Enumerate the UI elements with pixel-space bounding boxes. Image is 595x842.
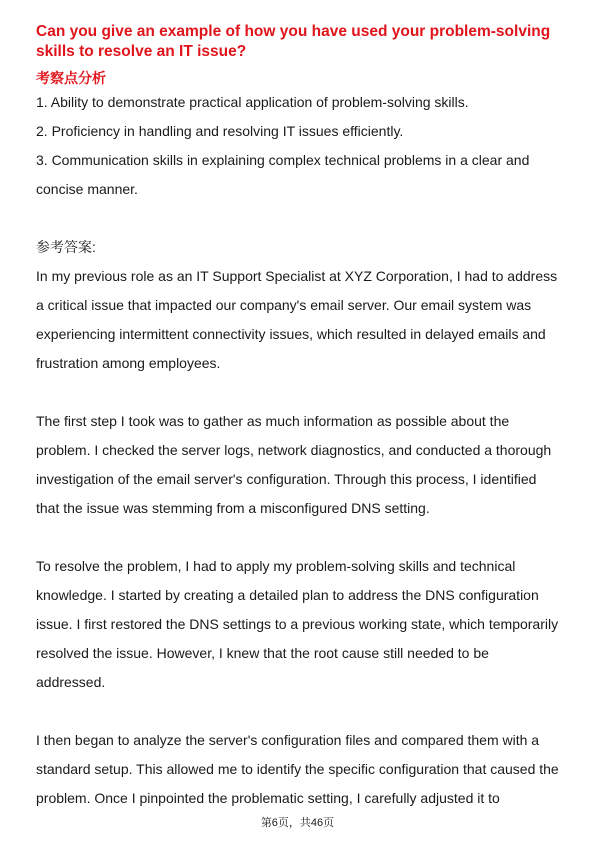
analysis-point: 2. Proficiency in handling and resolving IT issues efficiently. [36, 123, 404, 139]
answer-paragraph: To resolve the problem, I had to apply my problem-solving skills and technical knowledge. I started by creating a detailed plan to address the DNS configuration issue. I first restored the DNS settings to a previous working state, which temporarily resolved the issue. However, I knew that the root cause still needed to be addressed. [36, 558, 559, 690]
paragraph-gap [36, 697, 561, 726]
analysis-point: 3. Communication skills in explaining complex technical problems in a clear and concise manner. [36, 152, 530, 197]
paragraph-gap [36, 378, 561, 407]
answer-paragraph: The first step I took was to gather as much information as possible about the problem. I checked the server logs, network diagnostics, and conducted a thorough investigation of the email server's configuration. Through this process, I identified that the issue was stemming from a misconfigured DNS setting. [36, 413, 552, 516]
analysis-point: 1. Ability to demonstrate practical application of problem-solving skills. [36, 94, 469, 110]
analysis-heading: 考察点分析 [36, 70, 106, 86]
answer-paragraph: I then began to analyze the server's configuration files and compared them with a standard setup. This allowed me to identify the specific configuration that caused the problem. Once I pinpointed the problematic setting, I carefully adjusted it to [36, 732, 559, 806]
answer-heading: 参考答案: [36, 239, 96, 255]
page-number-footer: 第6页，共46页 [260, 817, 335, 829]
document-page [36, 22, 561, 813]
analysis-points [36, 88, 561, 204]
question-title: Can you give an example of how you have used your problem-solving skills to resolve an IT issue? [36, 23, 551, 60]
answer-paragraph: In my previous role as an IT Support Specialist at XYZ Corporation, I had to address a critical issue that impacted our company's email server. Our email system was experiencing intermittent connectivity issues, which resulted in delayed emails and frustration among employees. [36, 268, 558, 371]
paragraph-gap [36, 523, 561, 552]
